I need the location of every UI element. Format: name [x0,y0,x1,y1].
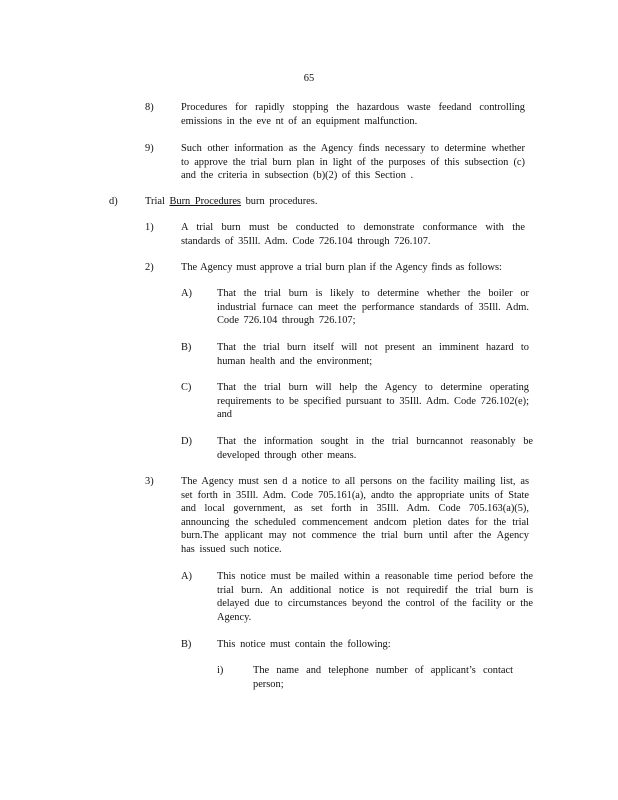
item-number: B) [181,639,192,650]
item-text: That the trial burn is likely to determine whether the boiler or industrial furnace can meet the performance standards of 35Ill. Adm. Code 726.104 through 726.107; [217,288,529,327]
title-underlined: Burn Procedures [169,196,241,207]
item-number: C) [181,382,192,393]
item-text: Such other information as the Agency finds necessary to determine whether to approve the trial burn plan in light of the purposes of this subsection (c) and the criteria in subsection (b)(2) of this Section . [181,143,525,182]
title-suffix: burn procedures. [245,196,318,207]
item-number: 3) [145,476,154,487]
item-number: D) [181,436,192,447]
item-text: That the information sought in the trial burncannot reasonably be developed through other means. [217,436,533,461]
item-number: i) [217,665,224,676]
item-text: This notice must contain the following: [217,639,391,650]
item-number: 2) [145,262,154,273]
item-number: 8) [145,102,154,113]
item-number: A) [181,288,192,299]
item-number: A) [181,571,192,582]
item-text: The name and telephone number of applicant’s contact person; [253,665,513,690]
item-number: B) [181,342,192,353]
page-number: 65 [303,73,315,84]
item-text: The Agency must sen d a notice to all persons on the facility mailing list, as set forth in 35Ill. Adm. Code 705.161(a), andto the appropriate units of State and local government, as set forth in 35Ill. Adm. Code 705.163(a)(5), announcing the scheduled commencement andcom pletion dates for the trial burn.The applicant may not commence the trial burn until after the Agency has issued such notice. [181,476,529,555]
section-title [145,195,525,209]
item-text: A trial burn must be conducted to demonstrate conformance with the standards of 35Ill. Adm. Code 726.104 through 726.107. [181,222,525,247]
item-number: 9) [145,143,154,154]
item-number: 1) [145,222,154,233]
item-text: That the trial burn will help the Agency to determine operating requirements to be specified pursuant to 35Ill. Adm. Code 726.102(e); and [217,382,529,421]
item-text: Procedures for rapidly stopping the hazardous waste feedand controlling emissions in the eve nt of an equipment malfunction. [181,102,525,127]
item-text: This notice must be mailed within a reasonable time period before the trial burn. An additional notice is not requiredif the trial burn is delayed due to circumstances beyond the control of the facility or the Agency. [217,571,533,623]
item-text: That the trial burn itself will not present an imminent hazard to human health and the environment; [217,342,529,367]
item-number: d) [109,196,118,207]
title-prefix: Trial [145,196,165,207]
item-text: The Agency must approve a trial burn plan if the Agency finds as follows: [181,262,502,273]
